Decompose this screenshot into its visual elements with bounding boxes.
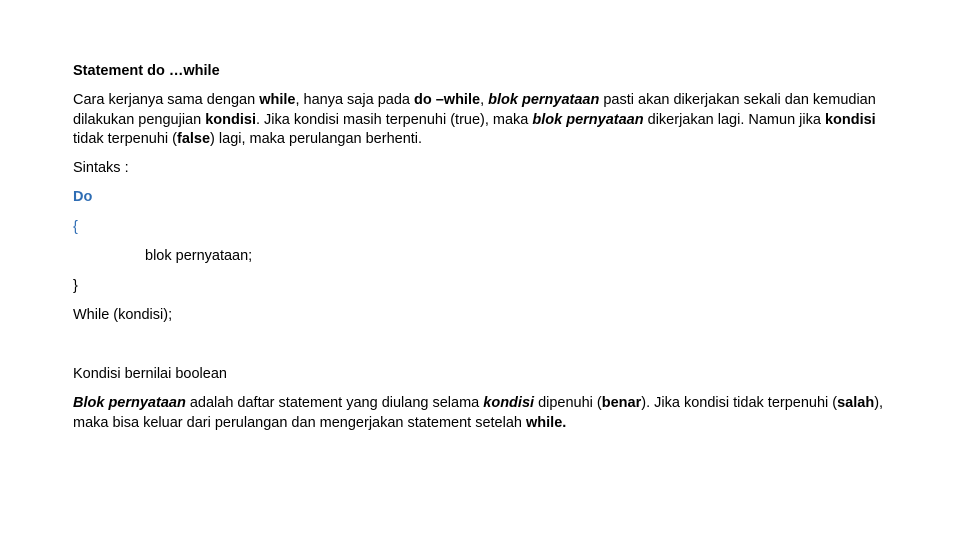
term-kondisi-2: kondisi — [824, 111, 876, 128]
syntax-do — [73, 188, 893, 208]
syntax-while — [73, 306, 893, 326]
desc-text-8: ) lagi, maka perulangan berhenti. — [210, 131, 423, 147]
desc-text-4: pasti akan dikerjakan sekali dan kemudian dilakukan pengujian — [73, 92, 876, 128]
desc-text-1: Cara kerjanya sama dengan — [73, 92, 260, 108]
term-benar: benar — [601, 395, 642, 411]
description-paragraph — [73, 91, 893, 150]
syntax-while-text: While (kondisi); — [73, 307, 173, 323]
syntax-close-brace — [73, 277, 893, 297]
term-blok-pernyataan-2: blok pernyataan — [532, 111, 644, 128]
term-kondisi-3: kondisi — [483, 395, 535, 411]
syntax-body — [145, 247, 960, 267]
desc-text-5: . Jika kondisi masih terpenuhi (true), maka — [255, 111, 533, 128]
keyword-while: while — [259, 92, 296, 108]
section-title — [73, 62, 893, 82]
boolean-note — [73, 365, 893, 385]
syntax-close-brace-text: } — [73, 278, 78, 294]
syntax-open-brace-text: { — [73, 219, 78, 235]
syntax-label-text: Sintaks : — [73, 160, 129, 176]
syntax-label — [73, 159, 893, 179]
expl-text-3: ). Jika kondisi tidak terpenuhi ( — [641, 395, 838, 411]
term-blok-pernyataan-3: Blok pernyataan — [73, 395, 186, 411]
syntax-body-text: blok pernyataan; — [145, 248, 253, 264]
term-blok-pernyataan-1: blok pernyataan — [488, 92, 600, 108]
section-title-text: Statement do …while — [73, 63, 220, 79]
term-false: false — [176, 131, 211, 147]
term-salah: salah — [837, 395, 875, 411]
expl-text-1: adalah daftar statement yang diulang selama — [185, 395, 484, 411]
desc-text-2: , hanya saja pada — [295, 92, 414, 108]
expl-text-4: ), maka bisa keluar dari perulangan dan mengerjakan statement setelah — [73, 395, 884, 431]
boolean-note-text: Kondisi bernilai boolean — [73, 366, 227, 382]
desc-text-6: dikerjakan lagi. Namun jika — [643, 111, 825, 128]
expl-text-5: . — [562, 414, 567, 431]
keyword-while-2: while — [526, 414, 563, 431]
syntax-do-text: Do — [73, 189, 93, 205]
explanation-paragraph — [73, 394, 893, 433]
syntax-open-brace — [73, 218, 893, 238]
term-kondisi-1: kondisi — [205, 111, 256, 128]
desc-text-3: , — [480, 92, 489, 108]
desc-text-7: tidak terpenuhi ( — [73, 131, 177, 147]
keyword-do-while: do –while — [413, 92, 481, 108]
expl-text-2: dipenuhi ( — [534, 395, 602, 411]
